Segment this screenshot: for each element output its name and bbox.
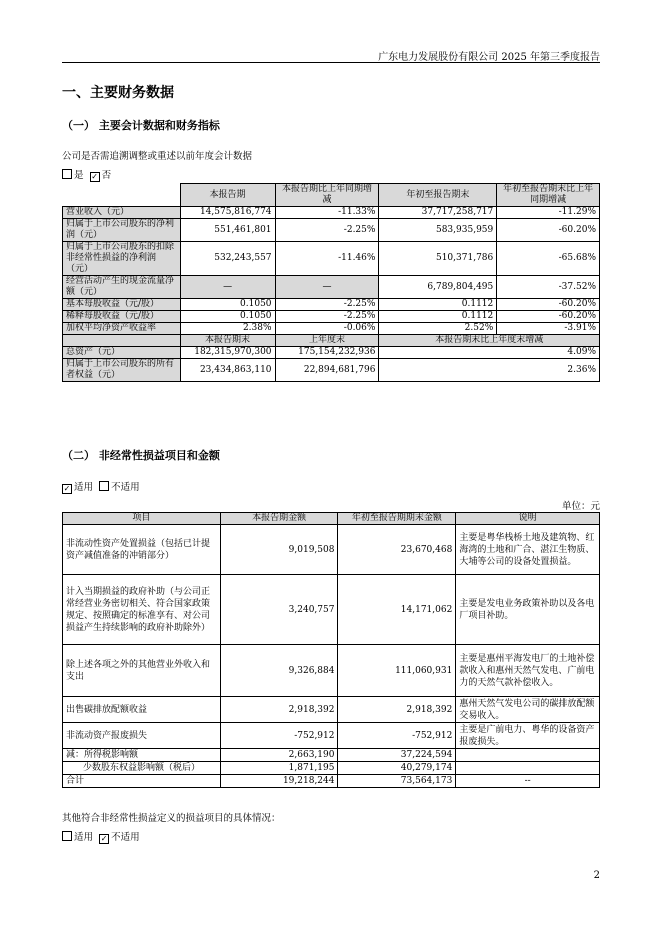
- table-cell: 2,663,190: [220, 749, 338, 762]
- subsection-title-1: （一） 主要会计数据和财务指标: [62, 119, 220, 132]
- col-header: 上年度末: [275, 335, 379, 347]
- table-row: [63, 347, 600, 359]
- table-cell: -0.06%: [275, 323, 379, 335]
- table-cell: 2,918,392: [220, 697, 338, 723]
- table-cell: 2.52%: [379, 323, 497, 335]
- table-cell: —: [180, 276, 275, 299]
- table-cell: 0.1112: [379, 299, 497, 311]
- table-header-row: [63, 513, 600, 525]
- table-cell: 23,670,468: [338, 525, 456, 575]
- table-row: [63, 525, 600, 575]
- table-row: [63, 575, 600, 645]
- table-row: [63, 207, 600, 219]
- col-header: 本报告期比上年同期增减: [275, 184, 379, 207]
- table-cell: 37,224,594: [338, 749, 456, 762]
- table-cell: 14,171,062: [338, 575, 456, 645]
- table-total-row: [63, 775, 600, 788]
- table-cell: 22,894,681,796: [275, 359, 379, 382]
- table-cell: 0.1050: [180, 299, 275, 311]
- table-cell: -752,912: [220, 723, 338, 749]
- table-row: [63, 219, 600, 242]
- table-cell: -2.25%: [275, 219, 379, 242]
- page-number: 2: [593, 870, 600, 881]
- table-cell: 111,060,931: [338, 645, 456, 697]
- table-cell: 基本每股收益（元/股）: [63, 299, 181, 311]
- table-cell: 6,789,804,495: [379, 276, 497, 299]
- table-cell: 2.36%: [379, 359, 600, 382]
- table-cell: -60.20%: [497, 311, 600, 323]
- table-cell: —: [275, 276, 379, 299]
- table-cell: 少数股东权益影响额（税后）: [63, 762, 221, 775]
- table-cell: -752,912: [338, 723, 456, 749]
- checkbox-applicable-2[interactable]: [62, 831, 72, 841]
- table-cell: 主要是惠州平海发电厂的土地补偿款收入和惠州天然气发电、广前电力的天然气款补偿收入。: [456, 645, 600, 697]
- table-cell: 归属于上市公司股东的所有者权益（元）: [63, 359, 181, 382]
- checkbox-applicable[interactable]: ✓: [63, 484, 71, 493]
- table-cell: 0.1050: [180, 311, 275, 323]
- table-cell: 9,019,508: [220, 525, 338, 575]
- table-cell: 73,564,173: [338, 775, 456, 788]
- page-header: 广东电力发展股份有限公司 2025 年第三季度报告: [378, 52, 600, 63]
- table-cell: 14,575,816,774: [180, 207, 275, 219]
- table-cell: 惠州天然气发电公司的碳排放配额交易收入。: [456, 697, 600, 723]
- table-row: [63, 697, 600, 723]
- other-applicability-options: 适用 ✓ 不适用: [62, 829, 140, 844]
- table-cell: 稀释每股收益（元/股）: [63, 311, 181, 323]
- table-cell: 583,935,959: [379, 219, 497, 242]
- table-cell: 除上述各项之外的其他营业外收入和支出: [63, 645, 221, 697]
- table-cell: 4.09%: [379, 347, 600, 359]
- applicability-options: ✓ 适用 不适用: [63, 482, 140, 493]
- retro-question: 公司是否需追溯调整或重述以前年度会计数据: [62, 151, 253, 162]
- table-cell: 非流动资产报废损失: [63, 723, 221, 749]
- section-title: 一、主要财务数据: [62, 85, 174, 101]
- table-cell: -11.29%: [497, 207, 600, 219]
- table-row: [63, 762, 600, 775]
- table-cell: 归属于上市公司股东的扣除非经常性损益的净利润（元）: [63, 242, 181, 276]
- col-header: 本报告期末比上年度末增减: [379, 335, 600, 347]
- table-cell: -11.46%: [275, 242, 379, 276]
- checkbox-no[interactable]: ✓: [91, 172, 98, 181]
- col-header: 年初至报告期末比上年同期增减: [497, 184, 600, 207]
- table-cell: 主要是发电业务政策补助以及各电厂项目补助。: [456, 575, 600, 645]
- table-cell: 主要是粤华栈桥土地及建筑物、红海湾的土地和广合、湛江生物质、大埔等公司的设备处置损益。: [456, 525, 600, 575]
- table-cell: 175,154,232,936: [275, 347, 379, 359]
- table-cell: 40,279,174: [338, 762, 456, 775]
- table-cell: 非流动性资产处置损益（包括已计提资产减值准备的冲销部分）: [63, 525, 221, 575]
- col-header: 年初至报告期期末金额: [338, 513, 456, 525]
- table-cell: [456, 749, 600, 762]
- table-cell: -2.25%: [275, 299, 379, 311]
- checkbox-yes[interactable]: [62, 169, 72, 179]
- table-cell: -3.91%: [497, 323, 600, 335]
- table-cell: 23,434,863,110: [180, 359, 275, 382]
- table-cell: -2.25%: [275, 311, 379, 323]
- table-cell: 经营活动产生的现金流量净额（元）: [63, 276, 181, 299]
- table-row: [63, 749, 600, 762]
- header-rule: [62, 62, 600, 63]
- table-cell: 510,371,786: [379, 242, 497, 276]
- non-recurring-gains-table: [62, 512, 600, 788]
- table-cell: -11.33%: [275, 207, 379, 219]
- table-row: [63, 723, 600, 749]
- table-cell: 2.38%: [180, 323, 275, 335]
- other-note: 其他符合非经常性损益定义的损益项目的具体情况：: [62, 813, 281, 824]
- table-cell: 9,326,884: [220, 645, 338, 697]
- table-cell: -60.20%: [497, 219, 600, 242]
- retro-options: 是 ✓ 否: [62, 167, 111, 182]
- table-cell: 营业收入（元）: [63, 207, 181, 219]
- table-cell: 37,717,258,717: [379, 207, 497, 219]
- table-cell: 1,871,195: [220, 762, 338, 775]
- col-header: 说明: [456, 513, 600, 525]
- table-cell: 3,240,757: [220, 575, 338, 645]
- table-subheader-row: [63, 335, 600, 347]
- table-cell: -60.20%: [497, 299, 600, 311]
- table-row: [63, 299, 600, 311]
- col-header: 本报告期末: [180, 335, 275, 347]
- checkbox-not-applicable-2[interactable]: ✓: [100, 834, 108, 843]
- unit-label: 单位：元: [561, 501, 600, 512]
- table-header-row: [63, 184, 600, 207]
- table-cell: [456, 762, 600, 775]
- table-cell: 出售碳排放配额收益: [63, 697, 221, 723]
- table-cell: 2,918,392: [338, 697, 456, 723]
- table-cell: 主要是广前电力、粤华的设备资产报废损失。: [456, 723, 600, 749]
- table-row: [63, 276, 600, 299]
- table-cell: 182,315,970,300: [180, 347, 275, 359]
- table-cell: 19,218,244: [220, 775, 338, 788]
- table-row: [63, 311, 600, 323]
- table-cell: --: [456, 775, 600, 788]
- table-cell: 归属于上市公司股东的净利润（元）: [63, 219, 181, 242]
- col-header: 本报告期: [180, 184, 275, 207]
- col-header: 项目: [63, 513, 221, 525]
- table-cell: 计入当期损益的政府补助（与公司正常经营业务密切相关、符合国家政策规定、按照确定的标准享有、对公司损益产生持续影响的政府补助除外）: [63, 575, 221, 645]
- table-row: [63, 242, 600, 276]
- financial-indicators-table: [62, 183, 600, 382]
- table-cell: -37.52%: [497, 276, 600, 299]
- col-header: 年初至报告期末: [379, 184, 497, 207]
- checkbox-not-applicable[interactable]: [99, 481, 109, 491]
- col-header: 本报告期金额: [220, 513, 338, 525]
- table-cell: 减：所得税影响额: [63, 749, 221, 762]
- table-cell: 加权平均净资产收益率: [63, 323, 181, 335]
- table-cell: 551,461,801: [180, 219, 275, 242]
- table-row: [63, 323, 600, 335]
- table-cell: 总资产（元）: [63, 347, 181, 359]
- table-cell: -65.68%: [497, 242, 600, 276]
- table-cell: 合计: [63, 775, 221, 788]
- table-row: [63, 645, 600, 697]
- table-cell: 532,243,557: [180, 242, 275, 276]
- subsection-title-2: （二） 非经常性损益项目和金额: [62, 449, 220, 462]
- table-row: [63, 359, 600, 382]
- table-cell: 0.1112: [379, 311, 497, 323]
